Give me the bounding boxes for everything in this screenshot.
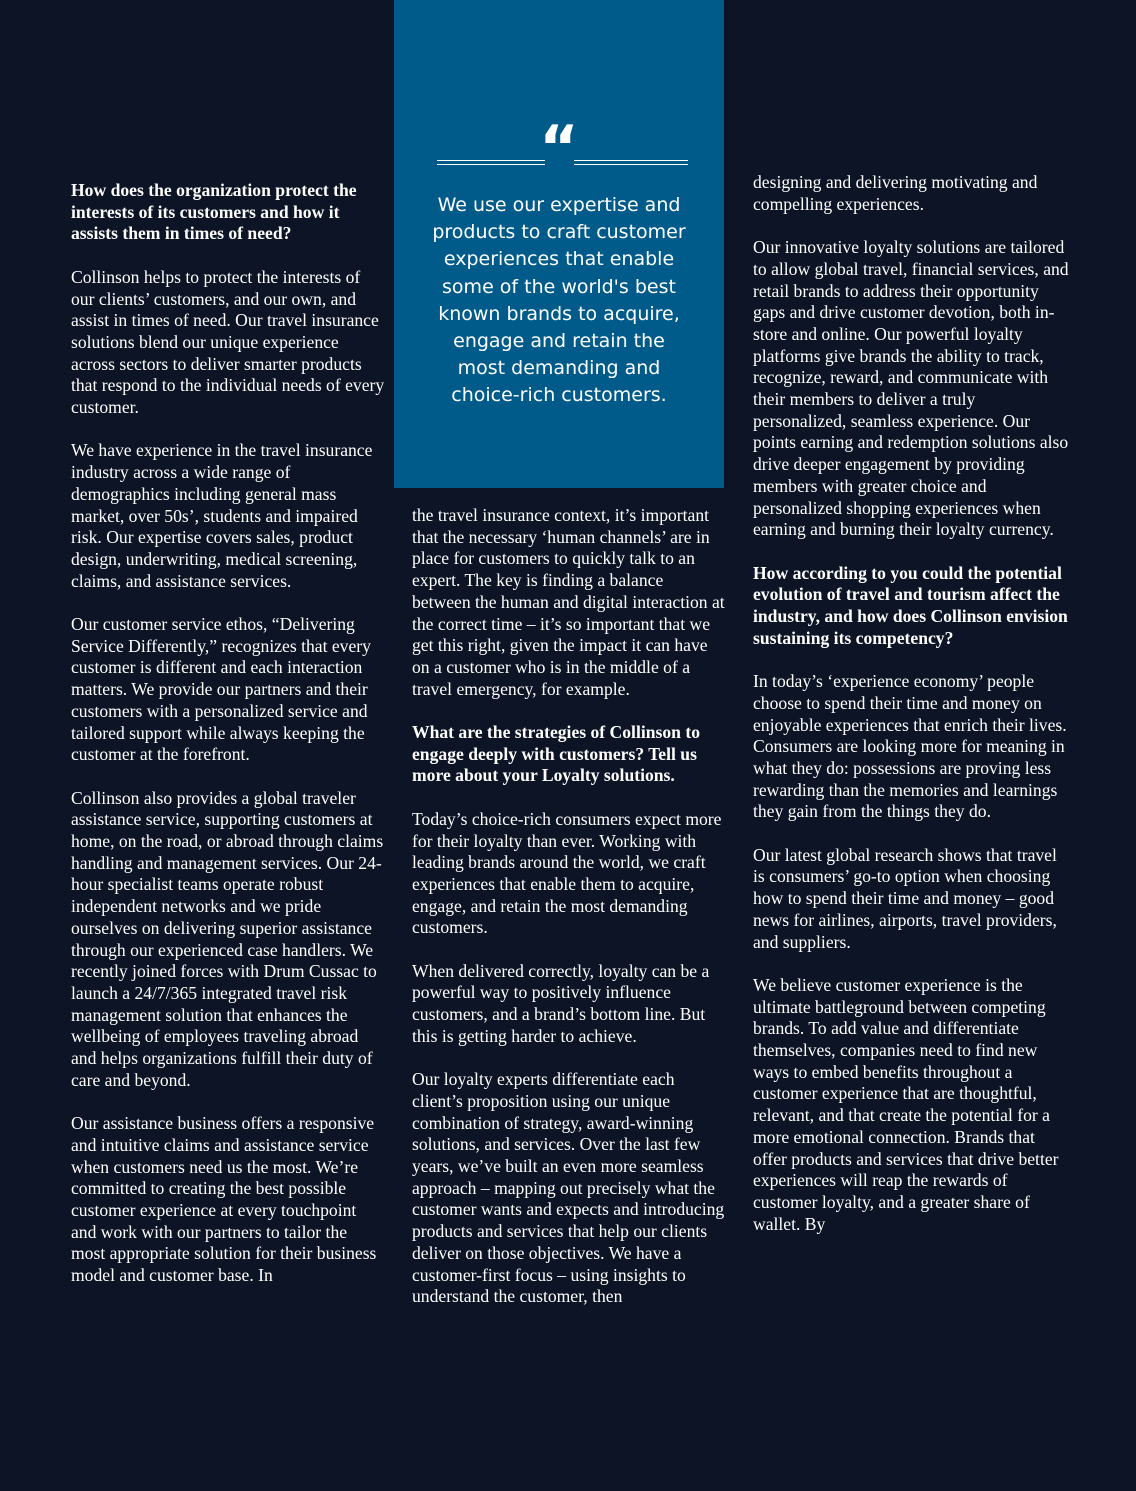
pull-quote-box — [394, 0, 724, 488]
paragraph: We have experience in the travel insurance industry across a wide range of demographics including general mass market, over 50s’, students and impaired risk. Our expertise covers sales, product design, underwriting, medical screening, claims, and assistance services. — [71, 440, 373, 591]
question-heading: How does the organization protect the interests of its customers and how it assists them in times of need? — [71, 180, 357, 244]
article-column-2 — [412, 505, 726, 1308]
article-column-1 — [71, 180, 385, 1287]
paragraph: We believe customer experience is the ultimate battleground between competing brands. To add value and differentiate themselves, companies need to find new ways to embed benefits throughout a customer experience that are thoughtful, relevant, and that create the potential for a more emotional connection. Brands that offer products and services that drive better experiences will reap the rewards of customer loyalty, and a greater share of wallet. By — [753, 974, 1059, 1234]
question-heading: How according to you could the potential evolution of travel and tourism affect the industry, and how does Collinson envision sustaining its competency? — [753, 562, 1068, 648]
paragraph: Collinson also provides a global traveler assistance service, supporting customers at home, on the road, or abroad through claims handling and management services. Our 24-hour specialist teams operate robust independent networks and we pride ourselves on delivering superior assistance through our experienced case handlers. We recently joined forces with Drum Cussac to launch a 24/7/365 integrated travel risk management solution that enhances the wellbeing of employees traveling abroad and helps organizations fulfill their duty of care and beyond. — [71, 787, 384, 1090]
paragraph: the travel insurance context, it’s important that the necessary ‘human channels’ are in place for customers to quickly talk to an expert. The key is finding a balance between the human and digital interaction at the correct time – it’s so important that we get this right, given the impact it can have on a customer who is in the middle of a travel emergency, for example. — [412, 505, 725, 699]
paragraph: Our latest global research shows that travel is consumers’ go-to option when choosing how to spend their time and money – good news for airlines, airports, travel providers, and suppliers. — [753, 844, 1057, 952]
quote-rule-right — [574, 160, 688, 165]
paragraph: Collinson helps to protect the interests of our clients’ customers, and our own, and assist in times of need. Our travel insurance solutions blend our unique experience across sectors to deliver smarter products that respond to the individual needs of every customer. — [71, 266, 385, 418]
article-column-3 — [753, 172, 1071, 1235]
pull-quote-text: We use our expertise and products to craft customer experiences that enable some of the world's best known brands to acquire, engage and retain the most demanding and choice-rich customers. — [432, 194, 686, 407]
paragraph: When delivered correctly, loyalty can be a powerful way to positively influence customers, and a brand’s bottom line. But this is getting harder to achieve. — [412, 960, 710, 1046]
paragraph: In today’s ‘experience economy’ people choose to spend their time and money on enjoyable experiences that enrich their lives. Consumers are looking more for meaning in what they do: possessions are proving less rewarding than the memories and learnings they gain from the things they do. — [753, 671, 1067, 822]
paragraph: designing and delivering motivating and compelling experiences. — [753, 172, 1038, 214]
quote-mark-icon: “ — [539, 113, 579, 183]
paragraph: Our customer service ethos, “Delivering Service Differently,” recognizes that every customer is different and each interaction matters. We provide our partners and their customers with a personalized service and tailored support while always keeping the customer at the forefront. — [71, 614, 371, 765]
paragraph: Our innovative loyalty solutions are tailored to allow global travel, financial services, and retail brands to address their opportunity gaps and drive customer devotion, both in-store and online. Our powerful loyalty platforms give brands the ability to track, recognize, reward, and communicate with their members to deliver a truly personalized, seamless experience. Our points earning and redemption solutions also drive deeper engagement by providing members with greater choice and personalized shopping experiences when earning and burning their loyalty currency. — [753, 237, 1069, 540]
question-heading: What are the strategies of Collinson to engage deeply with customers? Tell us more about your Loyalty solutions. — [412, 722, 700, 786]
paragraph: Our loyalty experts differentiate each client’s proposition using our unique combination of strategy, award-winning solutions, and services. Over the last few years, we’ve built an even more seamless approach – mapping out precisely what the customer wants and expects and introducing products and services that help our clients deliver on those objectives. We have a customer-first focus – using insights to understand the customer, then — [412, 1069, 725, 1307]
paragraph: Our assistance business offers a responsive and intuitive claims and assistance service when customers need us the most. We’re committed to creating the best possible customer experience at every touchpoint and work with our partners to tailor the most appropriate solution for their business model and customer base. In — [71, 1113, 377, 1286]
paragraph: Today’s choice-rich consumers expect more for their loyalty than ever. Working with leading brands around the world, we craft experiences that enable them to acquire, engage, and retain the most demanding customers. — [412, 808, 722, 938]
